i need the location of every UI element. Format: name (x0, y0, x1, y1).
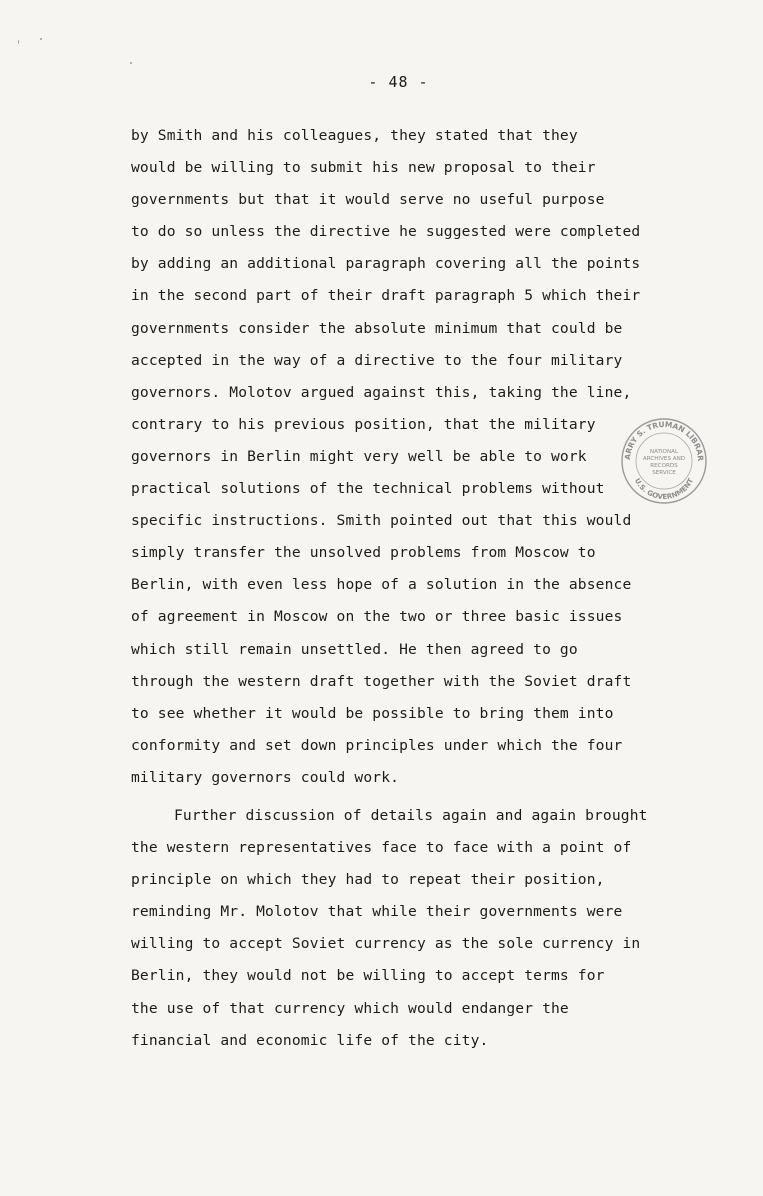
text-line: governments but that it would serve no useful purpose (131, 191, 605, 209)
stamp-center-line: SERVICE (652, 470, 676, 476)
text-line: Further discussion of details again and again brought (174, 806, 648, 824)
text-line: to see whether it would be possible to bring them into (131, 704, 614, 722)
page-number: - 48 - (368, 73, 429, 91)
text-line: financial and economic life of the city. (131, 1031, 489, 1049)
text-line: accepted in the way of a directive to the four military (131, 351, 623, 369)
text-line: by Smith and his colleagues, they stated that they (131, 127, 578, 144)
text-line: Berlin, with even less hope of a solution in the absence (131, 576, 632, 594)
text-line: which still remain unsettled. He then agreed to go (131, 640, 578, 658)
text-line: to do so unless the directive he suggested were completed (131, 223, 641, 241)
text-line: reminding Mr. Molotov that while their governments were (131, 903, 623, 921)
text-line: Berlin, they would not be willing to accept terms for (131, 967, 605, 985)
text-line: through the western draft together with the Soviet draft (131, 672, 632, 690)
text-line: governments consider the absolute minimum that could be (131, 319, 623, 337)
archive-stamp (618, 415, 710, 507)
stamp-center-line: RECORDS (650, 463, 678, 469)
text-line: simply transfer the unsolved problems from Moscow to (131, 544, 596, 562)
document-body (131, 120, 691, 1057)
text-line: contrary to his previous position, that the military (131, 415, 596, 433)
text-line: willing to accept Soviet currency as the sole currency in (131, 935, 641, 953)
stamp-center-line: NATIONAL (649, 449, 679, 455)
stamp-center-line: ARCHIVES AND (642, 456, 686, 462)
scan-speck (18, 40, 19, 44)
paragraph-1 (131, 120, 691, 794)
text-line: practical solutions of the technical problems without (131, 480, 605, 498)
paragraph-2 (131, 800, 691, 1057)
text-line: the use of that currency which would endanger the (131, 999, 569, 1017)
text-line: of agreement in Moscow on the two or three basic issues (131, 608, 623, 626)
text-line: would be willing to submit his new proposal to their (131, 159, 596, 177)
text-line: in the second part of their draft paragraph 5 which their (131, 287, 641, 305)
text-line: specific instructions. Smith pointed out that this would (131, 512, 632, 530)
stamp-ring-text: ARRY S. TRUMAN LIBRAR (622, 419, 706, 461)
text-line: governors in Berlin might very well be able to work (131, 447, 587, 465)
text-line: military governors could work. (131, 768, 400, 786)
text-line: conformity and set down principles under which the four (131, 736, 623, 754)
stamp-bottom-text: U.S. GOVERNMENT (632, 477, 696, 502)
text-line: governors. Molotov argued against this, taking the line, (131, 383, 632, 401)
text-line: by adding an additional paragraph covering all the points (131, 255, 641, 273)
scan-speck (130, 62, 132, 64)
text-line: the western representatives face to face with a point of (131, 839, 632, 857)
text-line: principle on which they had to repeat their position, (131, 871, 605, 889)
scan-speck (40, 38, 42, 40)
archive-stamp-seal (618, 415, 710, 507)
